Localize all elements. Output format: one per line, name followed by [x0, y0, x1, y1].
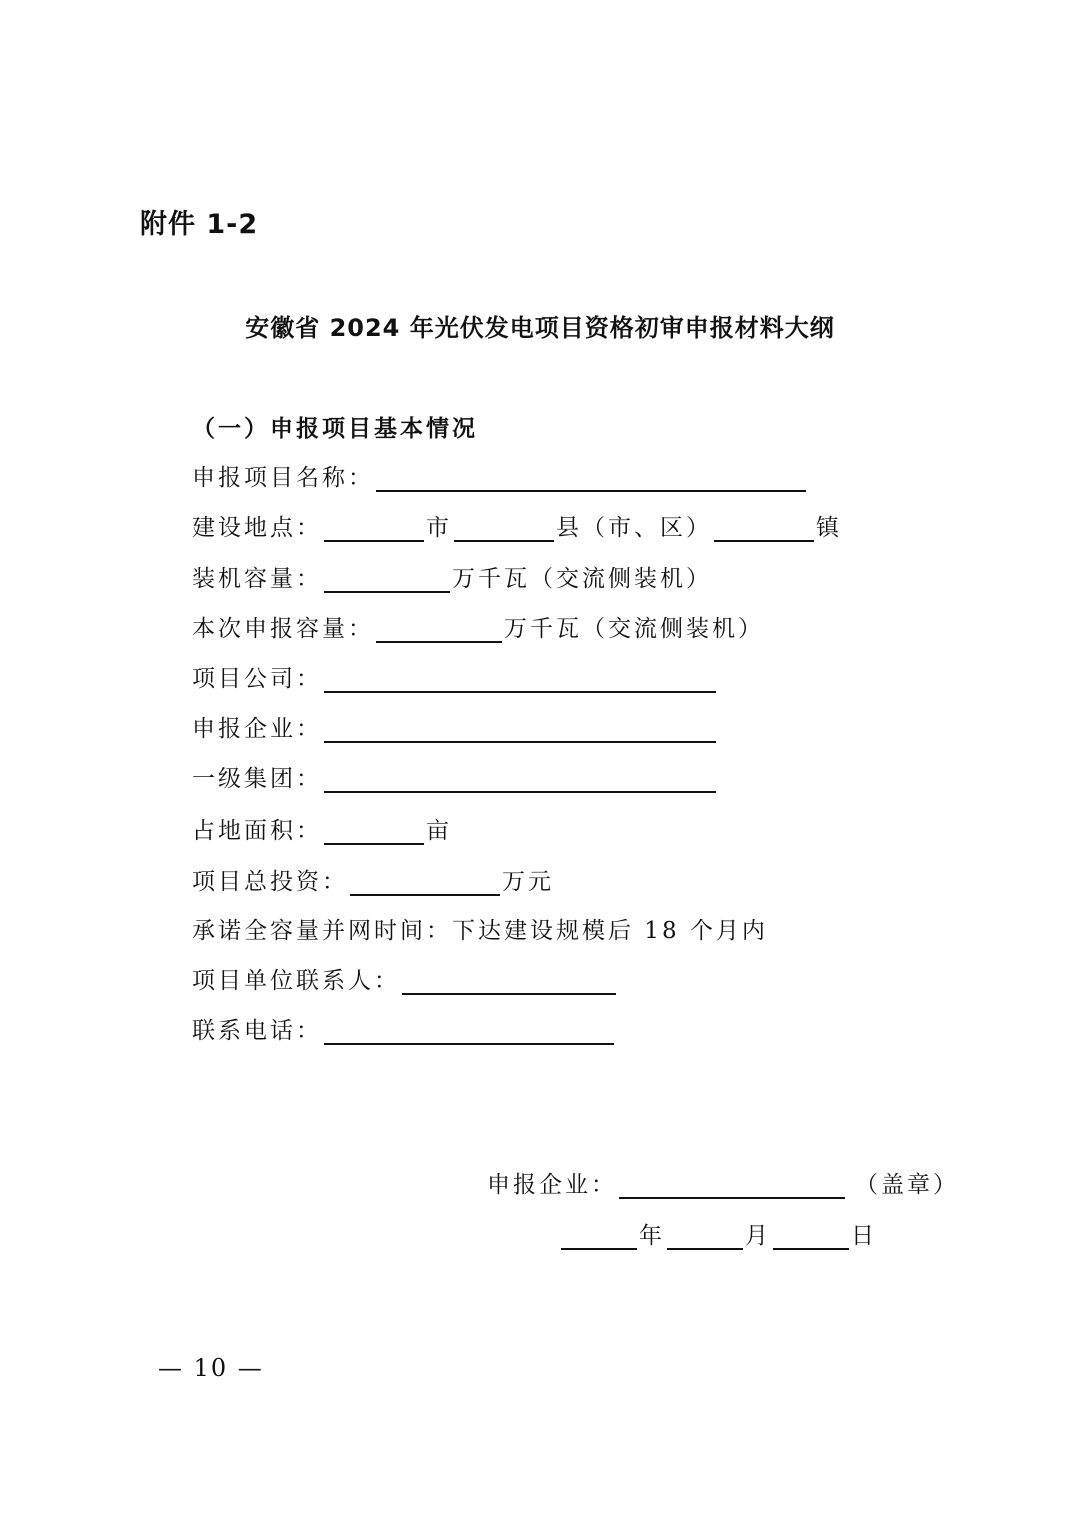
- land-area-unit: 亩: [426, 818, 452, 844]
- city-blank: [324, 512, 424, 542]
- section-heading: （一）申报项目基本情况: [192, 416, 478, 442]
- row-installed-capacity: [192, 559, 712, 593]
- project-company-label: 项目公司：: [192, 666, 322, 692]
- county-blank: [454, 512, 554, 542]
- applicant-label: 申报企业：: [192, 716, 322, 742]
- signature-applicant-label: 申报企业：: [487, 1172, 617, 1198]
- contact-phone-label: 联系电话：: [192, 1018, 322, 1044]
- project-company-blank: [324, 663, 716, 693]
- contact-phone-blank: [324, 1015, 614, 1045]
- declared-capacity-unit: 万千瓦（交流侧装机）: [504, 616, 764, 642]
- land-area-label: 占地面积：: [192, 818, 322, 844]
- signature-applicant-blank: [619, 1169, 845, 1199]
- installed-capacity-blank: [324, 563, 450, 593]
- group-blank: [324, 763, 716, 793]
- row-group: [192, 759, 718, 793]
- year-label: 年: [639, 1223, 665, 1249]
- row-applicant: [192, 709, 718, 743]
- declared-capacity-blank: [376, 613, 502, 643]
- project-name-blank: [376, 462, 806, 492]
- month-blank: [667, 1220, 743, 1250]
- project-name-label: 申报项目名称：: [192, 465, 374, 491]
- installed-capacity-unit: 万千瓦（交流侧装机）: [452, 566, 712, 592]
- grid-time-text: 承诺全容量并网时间：下达建设规模后 18 个月内: [192, 918, 768, 944]
- row-project-company: [192, 659, 718, 693]
- row-project-name: [192, 458, 808, 492]
- row-grid-time: [192, 911, 768, 945]
- declared-capacity-label: 本次申报容量：: [192, 616, 374, 642]
- land-area-blank: [324, 815, 424, 845]
- group-label: 一级集团：: [192, 766, 322, 792]
- page-number: — 10 —: [158, 1354, 264, 1382]
- county-label: 县（市、区）: [556, 515, 712, 541]
- row-investment: [192, 862, 554, 896]
- investment-blank: [350, 866, 500, 896]
- applicant-blank: [324, 713, 716, 743]
- row-location: [192, 508, 842, 542]
- document-title: 安徽省 2024 年光伏发电项目资格初审申报材料大纲: [245, 314, 835, 342]
- year-blank: [561, 1220, 637, 1250]
- row-contact-phone: [192, 1011, 616, 1045]
- location-label: 建设地点：: [192, 515, 322, 541]
- day-blank: [773, 1220, 849, 1250]
- contact-person-label: 项目单位联系人：: [192, 968, 400, 994]
- seal-label: （盖章）: [855, 1172, 959, 1198]
- investment-label: 项目总投资：: [192, 869, 348, 895]
- town-label: 镇: [816, 515, 842, 541]
- city-label: 市: [426, 515, 452, 541]
- installed-capacity-label: 装机容量：: [192, 566, 322, 592]
- contact-person-blank: [402, 965, 616, 995]
- row-land-area: [192, 811, 452, 845]
- signature-date-row: [559, 1216, 877, 1250]
- attachment-label: 附件 1-2: [140, 209, 259, 240]
- town-blank: [714, 512, 814, 542]
- signature-applicant-row: [487, 1165, 959, 1199]
- row-contact-person: [192, 961, 618, 995]
- month-label: 月: [745, 1223, 771, 1249]
- investment-unit: 万元: [502, 869, 554, 895]
- day-label: 日: [851, 1223, 877, 1249]
- row-declared-capacity: [192, 609, 764, 643]
